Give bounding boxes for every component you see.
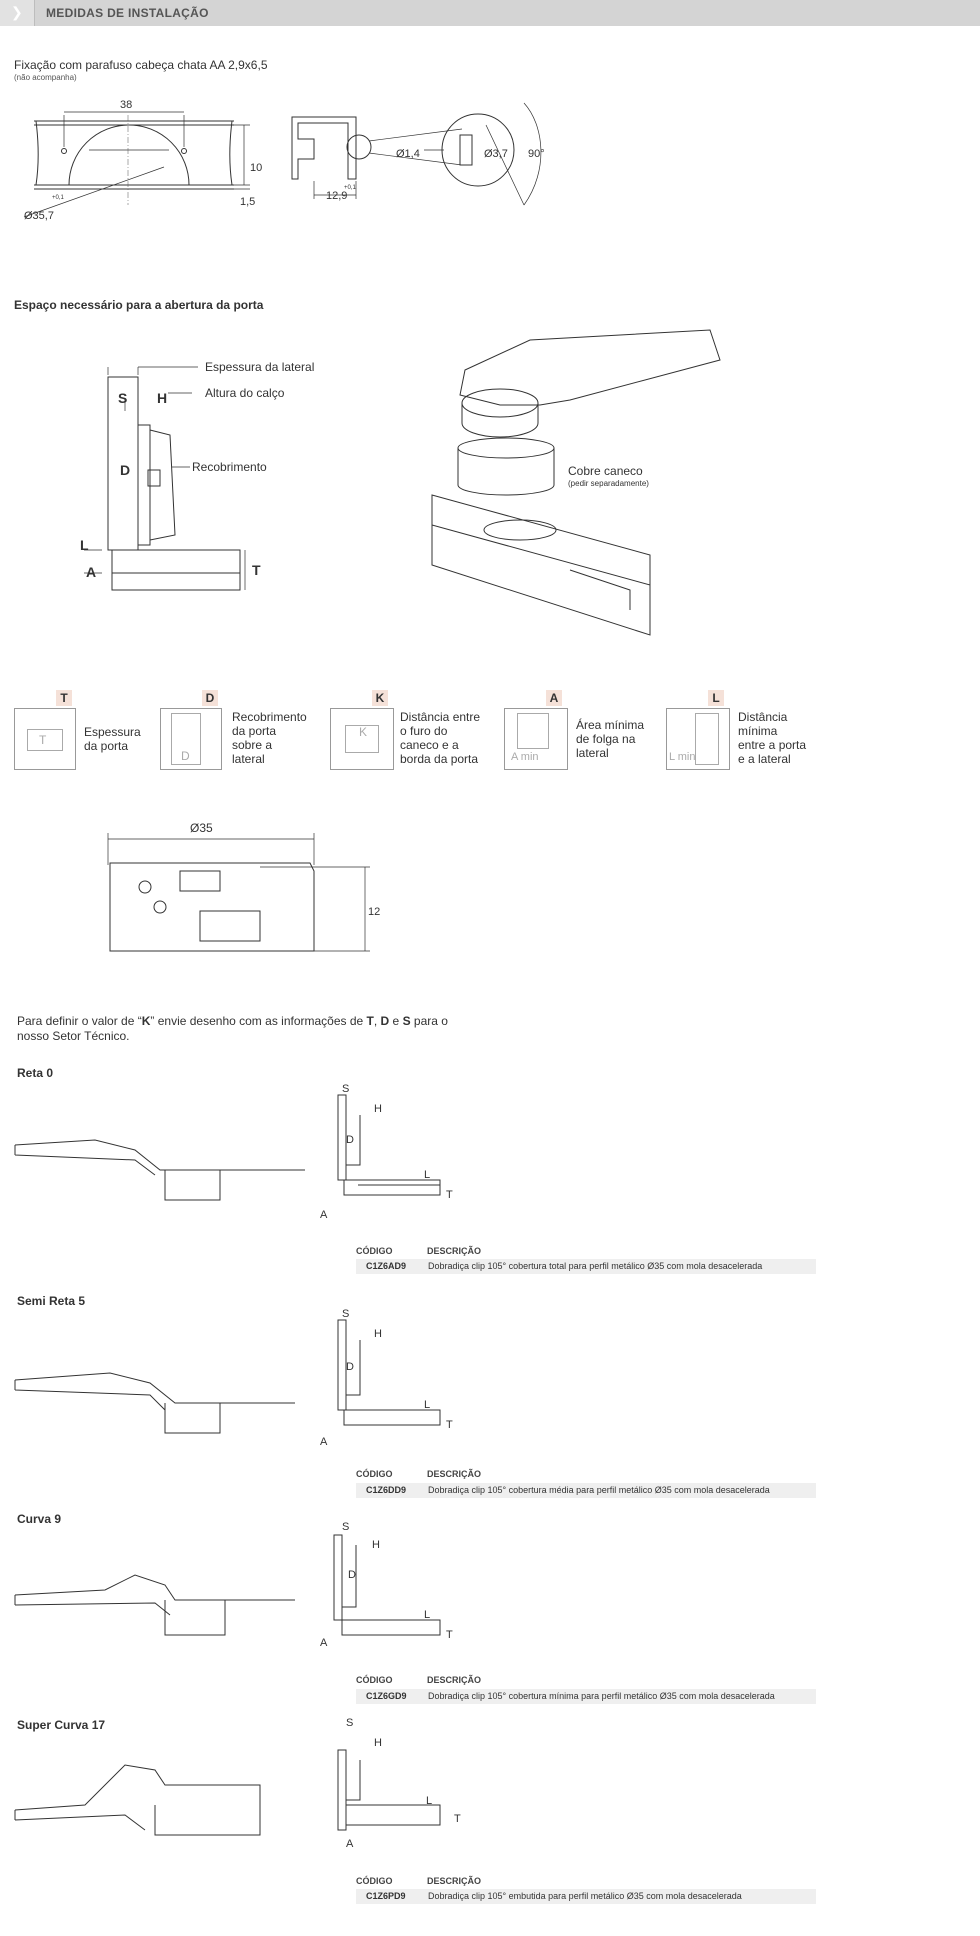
legend-icon	[160, 708, 222, 770]
table-row: C1Z6GD9 Dobradiça clip 105° cobertura mínima para perfil metálico Ø35 com mola desacelerada	[356, 1689, 816, 1704]
svg-text:A: A	[320, 1209, 328, 1221]
angle-90: 90°	[528, 148, 545, 160]
svg-text:H: H	[374, 1103, 382, 1115]
legend-icon	[504, 708, 568, 770]
legend-desc-a: Área mínima de folga na lateral	[576, 718, 645, 760]
k-info-text: Para definir o valor de “K” envie desenho com as informações de T, D e S para o nosso Setor Técnico.	[17, 1014, 448, 1043]
legend-icon	[330, 708, 394, 770]
svg-text:S: S	[342, 1308, 350, 1320]
svg-text:H: H	[372, 1539, 380, 1551]
label-t: T	[252, 562, 261, 578]
legend-inner-d: D	[181, 749, 190, 763]
hinge-side-view	[15, 1565, 300, 1655]
cup-h12: 12	[368, 906, 381, 918]
legend-letter: T	[56, 690, 72, 706]
svg-text:H: H	[374, 1328, 382, 1340]
legend-letter: K	[372, 690, 388, 706]
overlay-diagram	[320, 1515, 453, 1655]
table-row: C1Z6PD9 Dobradiça clip 105° embutida para perfil metálico Ø35 com mola desacelerada	[356, 1889, 816, 1904]
cup-drawing	[100, 815, 400, 955]
overlay-diagram	[320, 1083, 453, 1225]
cup-d35: Ø35	[190, 821, 213, 835]
legend-inner-t: T	[39, 733, 47, 747]
label-a: A	[86, 564, 97, 580]
profile-section	[292, 103, 545, 205]
dim-38: 38	[120, 99, 133, 111]
hinge-side-view	[15, 1120, 300, 1210]
svg-text:H: H	[374, 1737, 382, 1749]
overlay-diagram	[320, 1715, 461, 1855]
svg-text:A: A	[346, 1838, 354, 1850]
legend-letter: L	[708, 690, 724, 706]
svg-text:L: L	[426, 1795, 433, 1807]
legend-desc-k: Distância entre o furo do caneco e a borda da porta	[400, 710, 481, 766]
dim-1-5: 1,5	[240, 196, 256, 208]
fixing-drawing	[14, 95, 574, 225]
table-row: C1Z6DD9 Dobradiça clip 105° cobertura média para perfil metálico Ø35 com mola desacelerada	[356, 1483, 816, 1498]
col-desc: DESCRIÇÃO	[427, 1469, 482, 1479]
fixing-title: Fixação com parafuso cabeça chata AA 2,9x6,5	[14, 58, 268, 72]
fixing-note: (não acompanha)	[14, 73, 77, 82]
page-title: MEDIDAS DE INSTALAÇÃO	[46, 6, 209, 20]
legend-icon	[666, 708, 730, 770]
legend-row	[14, 688, 884, 778]
legend-inner-l: L min	[669, 751, 696, 763]
legend-item-l	[666, 688, 866, 778]
hinge-side-view	[15, 1355, 300, 1445]
label-h: H	[157, 390, 168, 406]
col-code: CÓDIGO	[356, 1876, 393, 1886]
legend-item-k	[330, 688, 510, 778]
dim-12-9: 12,9	[326, 190, 348, 202]
overlay-diagram	[320, 1308, 453, 1450]
variant-title-super-curva-17: Super Curva 17	[17, 1718, 106, 1732]
hinge-3d-drawing	[420, 325, 750, 645]
legend-item-a	[504, 688, 684, 778]
legend-letter: D	[202, 690, 218, 706]
cover-note: (pedir separadamente)	[568, 479, 649, 488]
variant-title-curva-9: Curva 9	[17, 1512, 62, 1526]
profile-top-view	[24, 99, 262, 222]
svg-text:L: L	[424, 1399, 431, 1411]
svg-text:T: T	[446, 1419, 453, 1431]
svg-text:T: T	[446, 1189, 453, 1201]
legend-desc-t: Espessura da porta	[84, 725, 141, 753]
svg-text:D: D	[346, 1134, 354, 1146]
col-code: CÓDIGO	[356, 1246, 393, 1256]
svg-text:S: S	[346, 1717, 354, 1729]
label-l: L	[80, 537, 89, 553]
svg-text:D: D	[348, 1569, 356, 1581]
svg-text:S: S	[342, 1083, 350, 1095]
hinge-side-view	[15, 1760, 300, 1860]
space-title: Espaço necessário para a abertura da porta	[14, 298, 264, 312]
chevron-right-icon[interactable]: ❯	[11, 4, 23, 20]
col-desc: DESCRIÇÃO	[427, 1876, 482, 1886]
cover-title: Cobre caneco	[568, 464, 643, 478]
col-desc: DESCRIÇÃO	[427, 1246, 482, 1256]
dim-3-7: Ø3,7	[484, 148, 508, 160]
variant-title-reta-0: Reta 0	[17, 1066, 54, 1080]
legend-item-d	[160, 688, 330, 778]
svg-text:A: A	[320, 1436, 328, 1448]
svg-text:A: A	[320, 1637, 328, 1649]
callout-calco: Altura do calço	[205, 386, 285, 400]
label-s: S	[118, 390, 128, 406]
tol-2: +0,1	[344, 185, 356, 191]
svg-text:L: L	[424, 1169, 431, 1181]
col-desc: DESCRIÇÃO	[427, 1675, 482, 1685]
dim-10: 10	[250, 162, 263, 174]
col-code: CÓDIGO	[356, 1469, 393, 1479]
svg-text:T: T	[446, 1629, 453, 1641]
space-diagram	[80, 355, 350, 595]
dim-1-4: Ø1,4	[396, 148, 420, 160]
col-code: CÓDIGO	[356, 1675, 393, 1685]
svg-text:S: S	[342, 1521, 350, 1533]
legend-desc-d: Recobrimento da porta sobre a lateral	[232, 710, 307, 766]
legend-letter: A	[546, 690, 562, 706]
legend-icon	[14, 708, 76, 770]
callout-recobrimento: Recobrimento	[192, 460, 267, 474]
svg-text:D: D	[346, 1361, 354, 1373]
legend-inner-a: A min	[511, 751, 539, 763]
legend-desc-l: Distância mínima entre a porta e a lateral	[738, 710, 807, 766]
tol-1: +0,1	[52, 195, 64, 201]
table-row: C1Z6AD9 Dobradiça clip 105° cobertura total para perfil metálico Ø35 com mola desacelerada	[356, 1259, 816, 1274]
dim-35-7: Ø35,7	[24, 210, 54, 222]
legend-inner-k: K	[359, 725, 368, 739]
variant-title-semi-reta-5: Semi Reta 5	[17, 1294, 86, 1308]
callout-lateral: Espessura da lateral	[205, 360, 315, 374]
svg-text:T: T	[454, 1813, 461, 1825]
svg-text:L: L	[424, 1609, 431, 1621]
label-d: D	[120, 462, 131, 478]
